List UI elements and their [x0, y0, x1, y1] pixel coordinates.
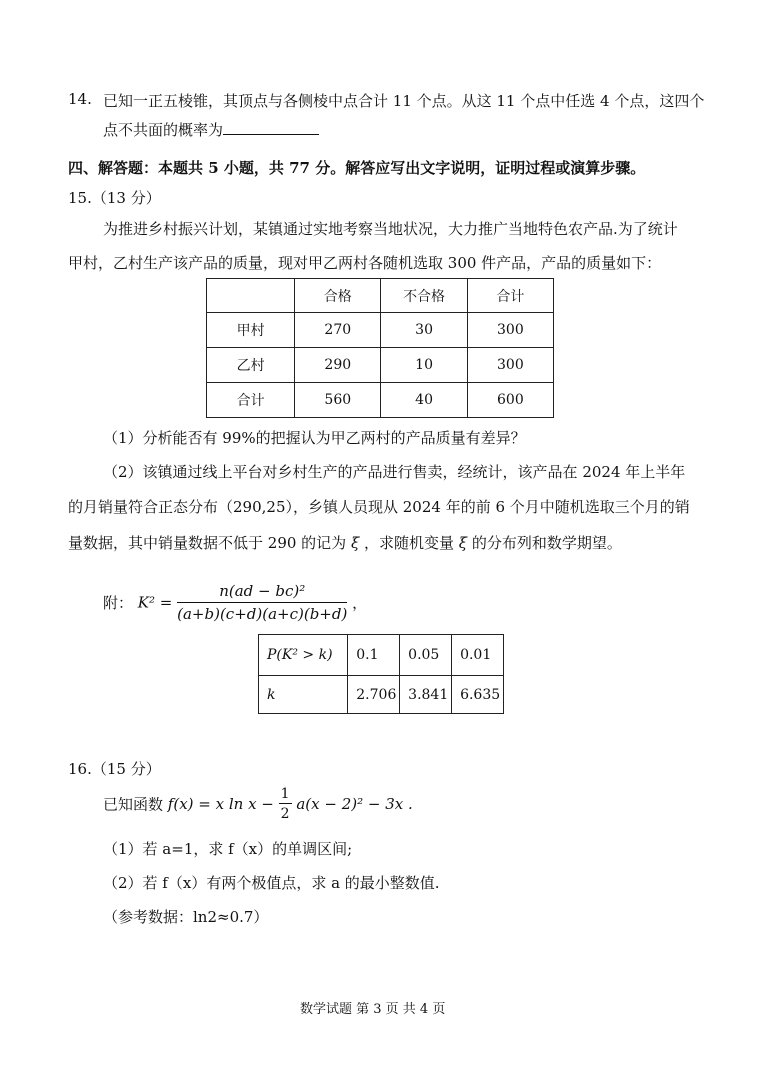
func-lhs: f(x) = x ln x − [167, 795, 274, 813]
table-cell: 300 [467, 348, 553, 383]
q15-part1: （1）分析能否有 99%的把握认为甲乙两村的产品质量有差异？ [103, 429, 526, 447]
table-cell: 6.635 [452, 676, 504, 714]
table-cell: 30 [381, 313, 467, 348]
q16-part2: （2）若 f（x）有两个极值点，求 a 的最小整数值. [103, 874, 440, 892]
q16-given-prefix: 已知函数 [103, 795, 164, 814]
formula-numerator: n(ad − bc)² [177, 582, 347, 603]
answer-blank[interactable] [223, 120, 319, 135]
q15-part2-line3c: 的分布列和数学期望。 [471, 534, 622, 552]
section4-heading: 四、解答题：本题共 5 小题，共 77 分。解答应写出文字说明，证明过程或演算步骤。 [68, 159, 646, 177]
q14-line2 [103, 119, 319, 140]
table-row [207, 313, 554, 348]
q15-part2-line3 [68, 532, 622, 553]
q14-line1: 已知一正五棱锥，其顶点与各侧棱中点合计 11 个点。从这 11 个点中任选 4 个点，这四个 [103, 92, 705, 110]
table-row [259, 676, 504, 714]
table-cell: 3.841 [400, 676, 452, 714]
table-cell: 40 [381, 383, 467, 418]
q16-function [103, 786, 413, 822]
half-denominator: 2 [280, 806, 290, 822]
table-header-cell: 合计 [467, 279, 553, 313]
q15-part2-line3b: ，求随机变量 [364, 534, 455, 552]
table-cell: k [259, 676, 348, 714]
q16-reference: （参考数据：ln2≈0.7） [103, 908, 269, 926]
table-cell: 10 [381, 348, 467, 383]
q15-intro2: 甲村，乙村生产该产品的质量，现对甲乙两村各随机选取 300 件产品，产品的质量如下： [68, 254, 662, 272]
q15-part2-line3a: 量数据，其中销量数据不低于 290 的记为 [68, 534, 347, 552]
table-cell: 300 [467, 313, 553, 348]
table-header-cell: 不合格 [381, 279, 467, 313]
table-cell: 600 [467, 383, 553, 418]
page-footer: 数学试题 第 3 页 共 4 页 [300, 1002, 446, 1017]
table-row [259, 635, 504, 676]
xi-symbol: ξ [350, 534, 360, 552]
half-numerator: 1 [280, 786, 290, 802]
table-cell: 270 [295, 313, 381, 348]
formula-tail: ， [352, 594, 368, 612]
formula-denominator: (a+b)(c+d)(a+c)(b+d) [177, 605, 348, 623]
table-cell: 0.01 [452, 635, 504, 676]
q14-line2-text: 点不共面的概率为 [103, 121, 224, 139]
quality-table [206, 278, 554, 418]
q15-part2-line1: （2）该镇通过线上平台对乡村生产的产品进行售卖，经统计，该产品在 2024 年上半年 [103, 463, 686, 481]
q15-part2-line2: 的月销量符合正态分布（290,25），乡镇人员现从 2024 年的前 6 个月中随机选取三个月的销 [68, 498, 690, 516]
table-cell: 甲村 [207, 313, 295, 348]
formula-fraction [177, 582, 347, 623]
q16-header: 16.（15 分） [68, 760, 161, 778]
table-cell: 290 [295, 348, 381, 383]
table-cell: 0.1 [348, 635, 400, 676]
table-cell: 2.706 [348, 676, 400, 714]
q15-intro1: 为推进乡村振兴计划，某镇通过实地考察当地状况，大力推广当地特色农产品.为了统计 [103, 220, 678, 238]
table-cell: 合计 [207, 383, 295, 418]
k-squared-formula [103, 582, 367, 623]
table-cell: 0.05 [400, 635, 452, 676]
q15-header: 15.（13 分） [68, 189, 161, 207]
half-fraction [279, 786, 292, 822]
k-critical-table [258, 634, 504, 714]
table-header-cell: 合格 [295, 279, 381, 313]
table-cell: 560 [295, 383, 381, 418]
q14-number: 14. [68, 90, 92, 108]
func-rhs: a(x − 2)² − 3x . [296, 795, 413, 813]
xi-symbol: ξ [458, 534, 468, 552]
table-header-cell [207, 279, 295, 313]
table-cell: 乙村 [207, 348, 295, 383]
table-row [207, 348, 554, 383]
appendix-label: 附： [103, 594, 134, 612]
table-cell: P(K² > k) [259, 635, 348, 676]
table-row [207, 383, 554, 418]
q16-part1: （1）若 a=1，求 f（x）的单调区间; [103, 840, 353, 858]
formula-lhs: K² = [137, 593, 173, 612]
